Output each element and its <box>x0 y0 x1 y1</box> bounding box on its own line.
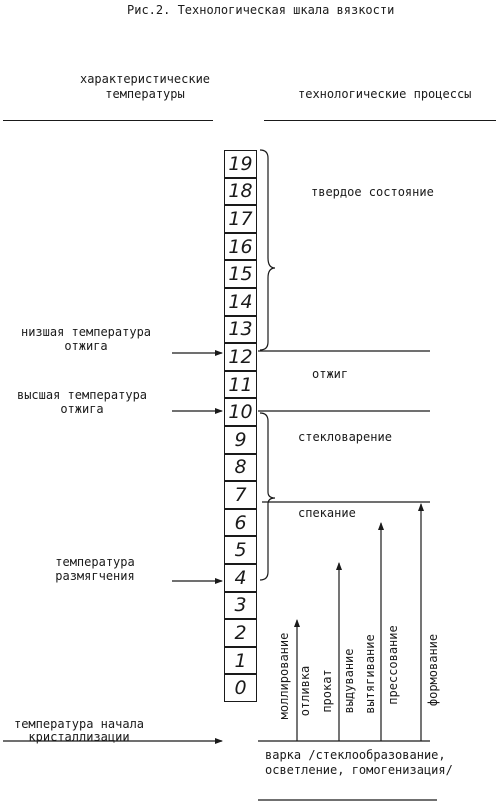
melting-label-line2: осветление, гомогенизация/ <box>265 763 453 777</box>
right-header: технологические процессы <box>298 87 472 101</box>
modeling-label: моллирование <box>277 632 291 720</box>
left-header-line1: характеристические <box>79 72 211 86</box>
scale-cell-10: 10 <box>224 398 257 426</box>
scale-cell-8: 8 <box>224 454 257 482</box>
scale-cell-18: 18 <box>224 178 257 206</box>
softening-temp-label-line1: температура <box>55 555 135 569</box>
glassmaking-label: стекловарение <box>298 430 392 444</box>
annealing-process-label: отжиг <box>312 367 349 381</box>
forming-label: формование <box>426 633 440 707</box>
scale-cell-16: 16 <box>224 233 257 261</box>
scale-cell-13: 13 <box>224 316 257 344</box>
figure-title: Рис.2. Технологическая шкала вязкости <box>127 3 395 17</box>
solid-state-brace <box>260 150 275 350</box>
scale-cell-5: 5 <box>224 536 257 564</box>
crystallization-temp-label-line2: кристаллизации <box>28 730 130 744</box>
drawing-label: вытягивание <box>363 634 377 714</box>
scale-cell-15: 15 <box>224 260 257 288</box>
blowing-label: выдувание <box>342 648 356 714</box>
left-header-line2: температуры <box>105 87 185 101</box>
scale-cell-1: 1 <box>224 647 257 675</box>
casting-label: отливка <box>298 665 312 717</box>
solid-state-label: твердое состояние <box>311 185 434 199</box>
strain-temp-label-line2: отжига <box>64 339 108 353</box>
crystallization-temp-label-line1: температура начала <box>13 717 145 731</box>
glassmaking-brace <box>260 413 275 580</box>
scale-cell-11: 11 <box>224 371 257 399</box>
scale-cell-17: 17 <box>224 205 257 233</box>
strain-temp-label-line1: низшая температура <box>20 325 152 339</box>
softening-temp-label-line2: размягчения <box>55 569 135 583</box>
scale-cell-4: 4 <box>224 564 257 592</box>
sintering-label: спекание <box>298 506 356 520</box>
scale-cell-6: 6 <box>224 509 257 537</box>
annealing-temp-label-line2: отжига <box>60 402 104 416</box>
scale-cell-0: 0 <box>224 674 257 702</box>
rolling-label: прокат <box>320 669 334 713</box>
scale-cell-14: 14 <box>224 288 257 316</box>
annealing-temp-label-line1: высшая температура <box>16 388 148 402</box>
scale-cell-19: 19 <box>224 150 257 178</box>
scale-cell-9: 9 <box>224 426 257 454</box>
scale-cell-2: 2 <box>224 619 257 647</box>
melting-label-line1: варка /стеклообразование, <box>265 748 446 762</box>
pressing-label: прессование <box>386 625 400 705</box>
scale-cell-3: 3 <box>224 592 257 620</box>
scale-cell-7: 7 <box>224 481 257 509</box>
scale-cell-12: 12 <box>224 343 257 371</box>
